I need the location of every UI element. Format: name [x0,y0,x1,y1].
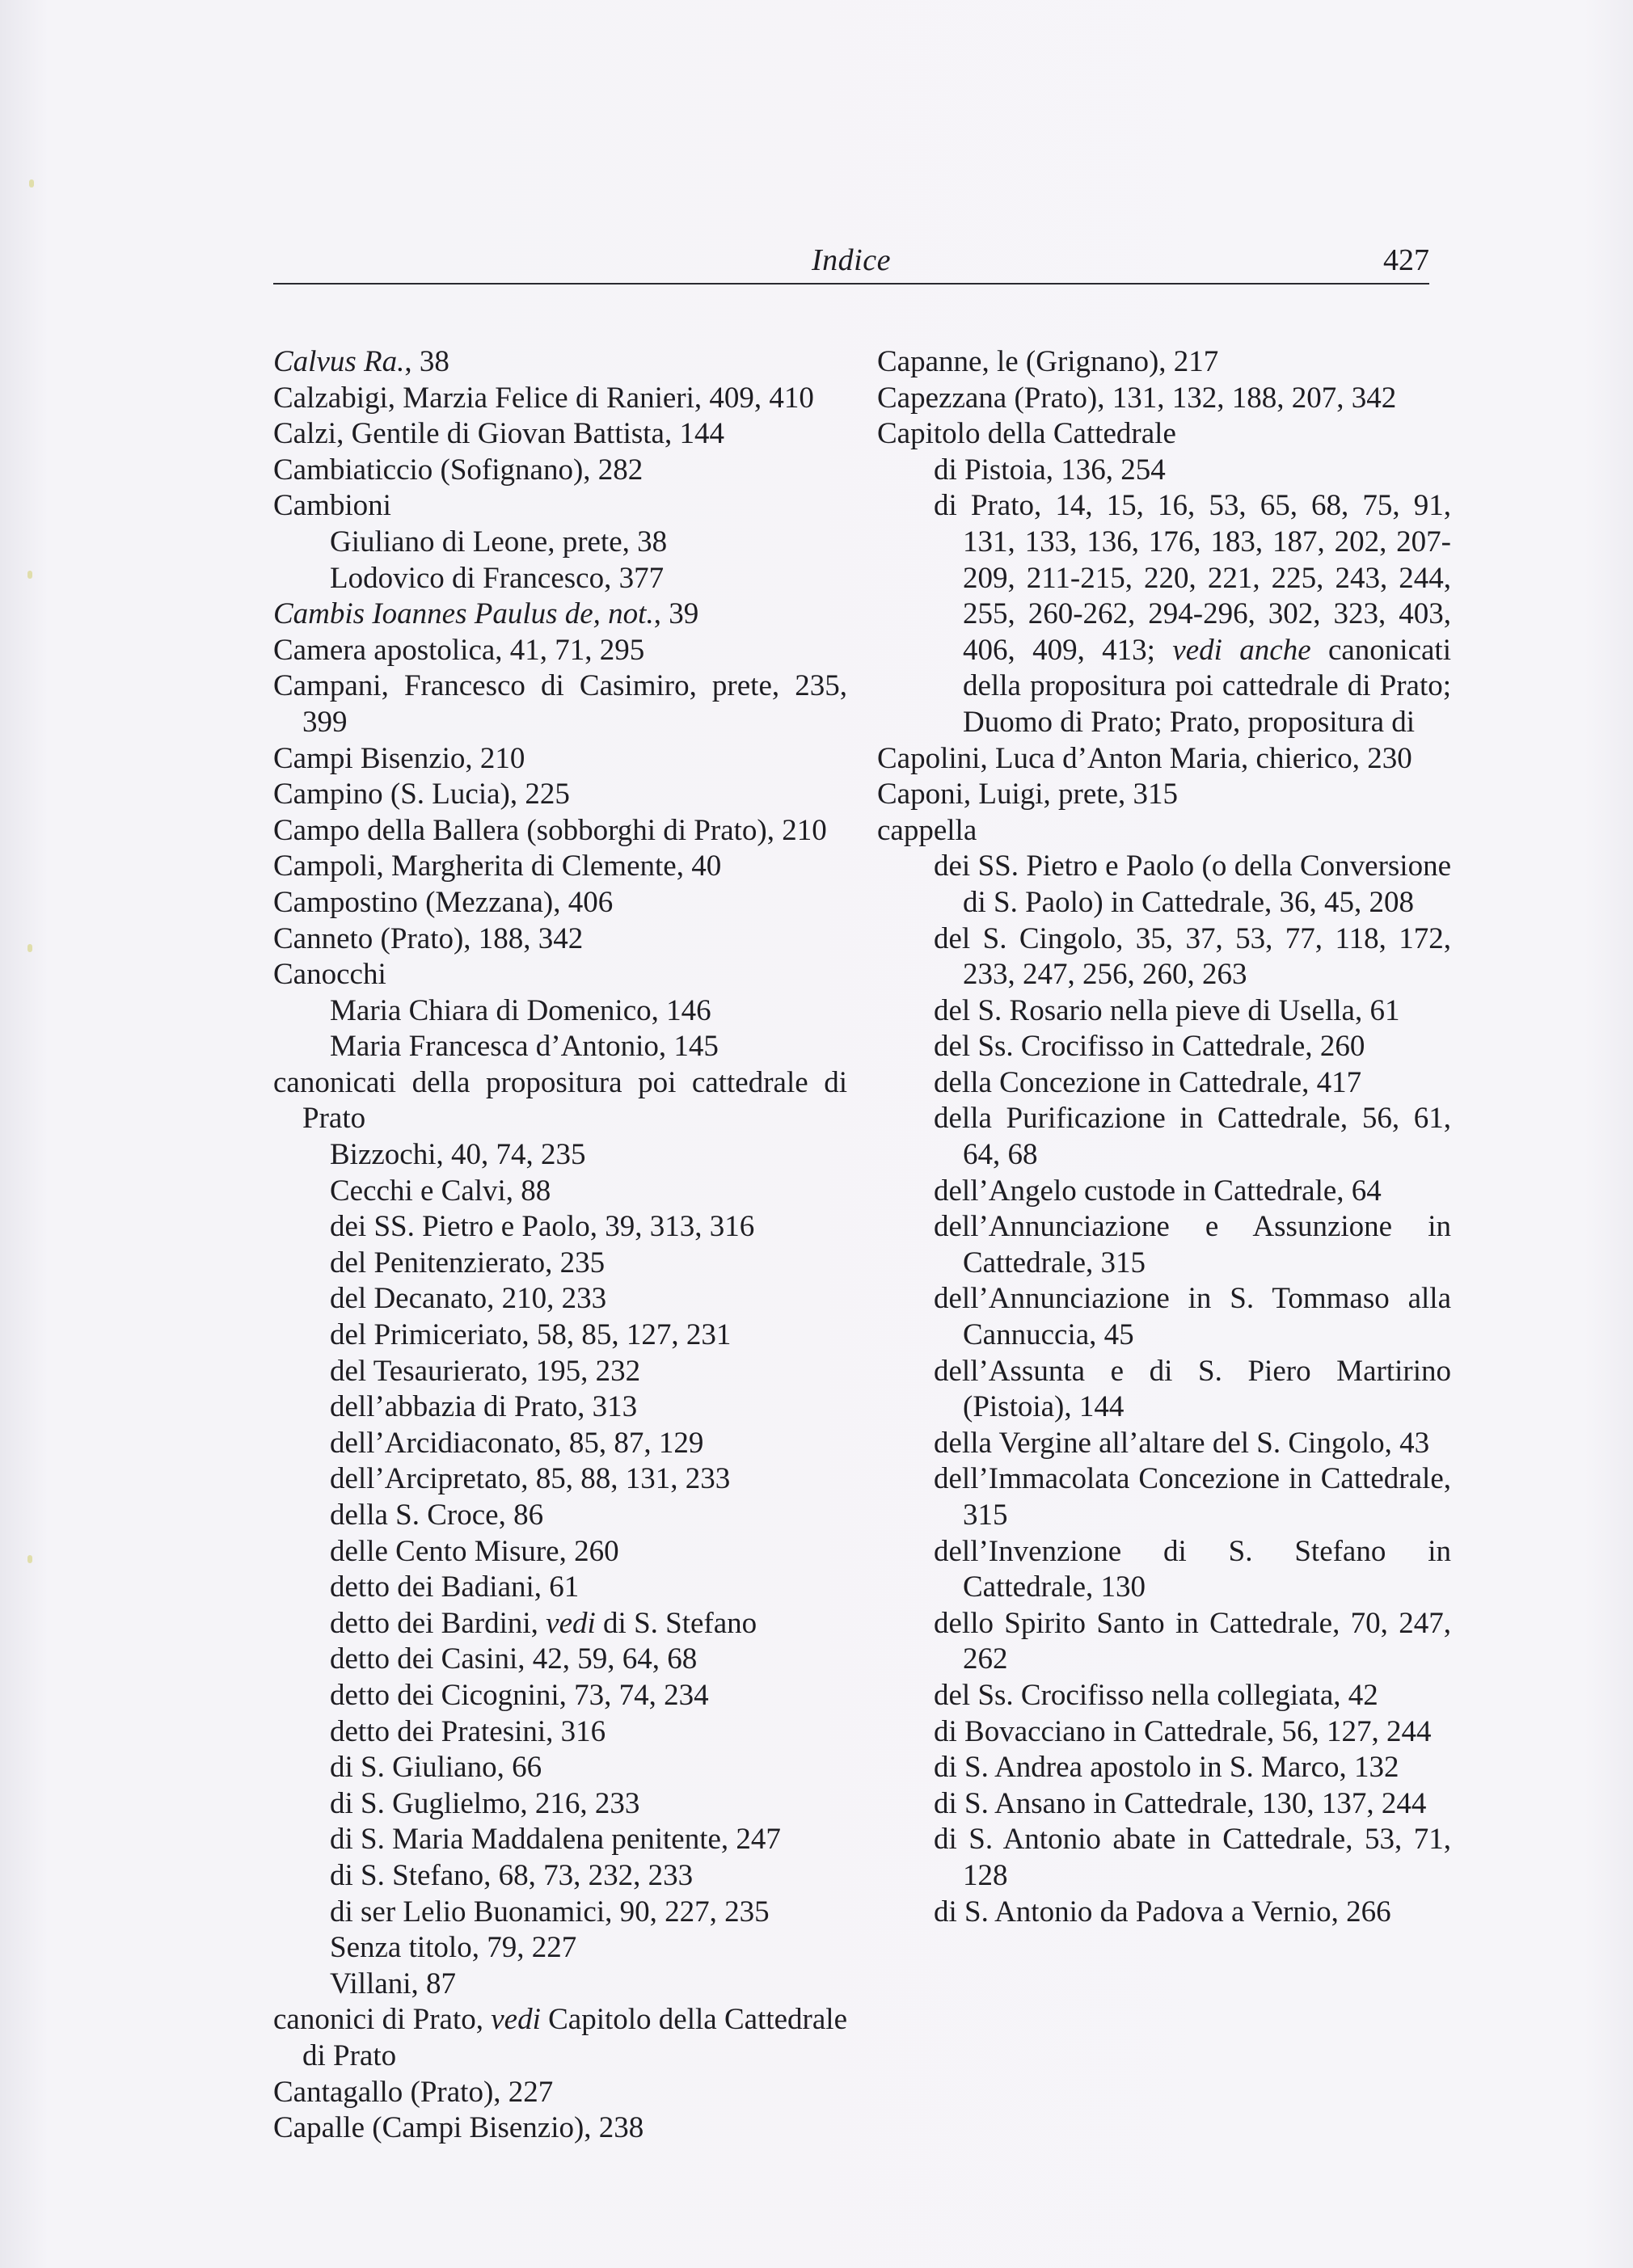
index-subentry: del Primiceriato, 58, 85, 127, 231 [330,1318,732,1352]
index-subentry: dell’Angelo custode in Cattedrale, 64 [934,1174,1382,1208]
index-entry: canonicati della propositura poi cattedrale di Prato [273,1065,847,1136]
index-subentry: di S. Guglielmo, 216, 233 [330,1786,640,1820]
index-subentry: di S. Ansano in Cattedrale, 130, 137, 244 [934,1786,1427,1820]
header-title: Indice [812,243,891,277]
index-subentry: del Tesaurierato, 195, 232 [330,1354,641,1388]
index-subentry: dell’Annunciazione e Assunzione in Cattedrale, 315 [934,1210,1451,1279]
index-entry: Campani, Francesco di Casimiro, prete, 235, 399 [273,669,847,739]
index-subentry: di ser Lelio Buonamici, 90, 227, 235 [330,1895,770,1929]
index-subentry: di Prato, 14, 15, 16, 53, 65, 68, 75, 91, 131, 133, 136, 176, 183, 187, 202, 207-209, 211-215, 220, 221, 225, 243, 244, 255, 260-262, 294-296, 302, 323, 403, 406, 409, 413; vedi anche canonicati della propositura poi cattedrale di Prato; Duomo di Prato; Prato, propositura di [934,489,1451,739]
index-subentry: della S. Croce, 86 [330,1499,544,1532]
binding-mark [29,179,34,188]
index-subentry: dell’Arcidiaconato, 85, 87, 129 [330,1426,704,1460]
index-subentry: di Pistoia, 136, 254 [934,453,1166,487]
index-subentry: delle Cento Misure, 260 [330,1534,619,1568]
index-subentry: Cecchi e Calvi, 88 [330,1174,551,1208]
index-subentry: Senza titolo, 79, 227 [330,1931,577,1965]
index-entry: Campi Bisenzio, 210 [273,741,525,775]
binding-mark [27,571,32,579]
index-entry: Campo della Ballera (sobborghi di Prato), 210 [273,813,827,847]
binding-mark [27,1555,32,1563]
index-entry: Capalle (Campi Bisenzio), 238 [273,2111,644,2145]
index-subentry: di S. Stefano, 68, 73, 232, 233 [330,1858,694,1892]
running-header [273,233,1429,285]
index-entry: Caponi, Luigi, prete, 315 [877,778,1178,812]
index-entry: Cantagallo (Prato), 227 [273,2075,554,2109]
binding-mark [27,944,32,952]
index-subentry: del S. Rosario nella pieve di Usella, 61 [934,993,1400,1027]
index-entry: Calzi, Gentile di Giovan Battista, 144 [273,417,724,451]
index-entry: Canocchi [273,958,386,992]
index-subentry: della Purificazione in Cattedrale, 56, 61, 64, 68 [934,1102,1451,1172]
index-subentry: di S. Andrea apostolo in S. Marco, 132 [934,1751,1399,1785]
index-subentry: del Penitenzierato, 235 [330,1246,606,1279]
index-subentry: dell’abbazia di Prato, 313 [330,1390,638,1424]
index-entry: Cambiaticcio (Sofignano), 282 [273,453,643,487]
index-entry: Cambioni [273,489,391,523]
index-subentry: di S. Antonio da Padova a Vernio, 266 [934,1895,1391,1929]
index-subentry: di S. Antonio abate in Cattedrale, 53, 71, 128 [934,1823,1451,1892]
index-subentry: dei SS. Pietro e Paolo (o della Conversione di S. Paolo) in Cattedrale, 36, 45, 208 [934,849,1451,919]
index-subentry: Giuliano di Leone, prete, 38 [330,525,668,559]
index-column-left [273,344,847,2147]
index-subentry: Villani, 87 [330,1967,457,2000]
index-subentry: dell’Invenzione di S. Stefano in Cattedrale, 130 [934,1534,1451,1604]
index-entry: Capitolo della Cattedrale [877,417,1176,451]
index-subentry: dello Spirito Santo in Cattedrale, 70, 247, 262 [934,1606,1451,1676]
index-subentry: detto dei Badiani, 61 [330,1570,580,1604]
index-entry: Camera apostolica, 41, 71, 295 [273,633,645,667]
index-subentry: del Ss. Crocifisso in Cattedrale, 260 [934,1030,1365,1064]
index-entry: Cambis Ioannes Paulus de, not., 39 [273,597,699,631]
index-subentry: del Ss. Crocifisso nella collegiata, 42 [934,1678,1378,1712]
index-subentry: detto dei Bardini, vedi di S. Stefano [330,1606,757,1640]
index-subentry: detto dei Casini, 42, 59, 64, 68 [330,1642,698,1676]
index-subentry: del S. Cingolo, 35, 37, 53, 77, 118, 172, 233, 247, 256, 260, 263 [934,921,1451,992]
index-subentry: dell’Arcipretato, 85, 88, 131, 233 [330,1462,731,1496]
index-subentry: della Concezione in Cattedrale, 417 [934,1065,1362,1099]
index-entry: cappella [877,813,977,847]
index-subentry: detto dei Cicognini, 73, 74, 234 [330,1678,709,1712]
index-entry: Campoli, Margherita di Clemente, 40 [273,849,722,883]
index-entry: Capanne, le (Grignano), 217 [877,345,1219,378]
index-subentry: dell’Immacolata Concezione in Cattedrale, 315 [934,1462,1451,1532]
index-subentry: dell’Assunta e di S. Piero Martirino (Pistoia), 144 [934,1354,1451,1424]
index-subentry: Lodovico di Francesco, 377 [330,561,665,595]
index-entry: Capolini, Luca d’Anton Maria, chierico, 230 [877,741,1412,775]
index-column-right [877,344,1451,1930]
index-subentry: dei SS. Pietro e Paolo, 39, 313, 316 [330,1210,755,1244]
index-subentry: dell’Annunciazione in S. Tommaso alla Cannuccia, 45 [934,1282,1451,1352]
index-subentry: di S. Maria Maddalena penitente, 247 [330,1823,781,1857]
index-entry: Canneto (Prato), 188, 342 [273,921,584,955]
index-entry: Campino (S. Lucia), 225 [273,778,570,812]
index-subentry: Maria Francesca d’Antonio, 145 [330,1030,719,1064]
index-entry: canonici di Prato, vedi Capitolo della Cattedrale di Prato [273,2003,847,2072]
index-entry: Capezzana (Prato), 131, 132, 188, 207, 342 [877,381,1397,415]
index-subentry: di Bovacciano in Cattedrale, 56, 127, 244 [934,1714,1432,1748]
index-entry: Campostino (Mezzana), 406 [273,885,614,919]
index-subentry: detto dei Pratesini, 316 [330,1714,606,1748]
page-number: 427 [1383,243,1429,277]
index-entry: Calzabigi, Marzia Felice di Ranieri, 409, 410 [273,381,814,415]
index-subentry: di S. Giuliano, 66 [330,1751,542,1785]
index-subentry: Maria Chiara di Domenico, 146 [330,993,711,1027]
index-subentry: del Decanato, 210, 233 [330,1282,607,1316]
index-subentry: Bizzochi, 40, 74, 235 [330,1138,586,1172]
index-entry: Calvus Ra., 38 [273,345,449,378]
index-subentry: della Vergine all’altare del S. Cingolo, 43 [934,1426,1430,1460]
